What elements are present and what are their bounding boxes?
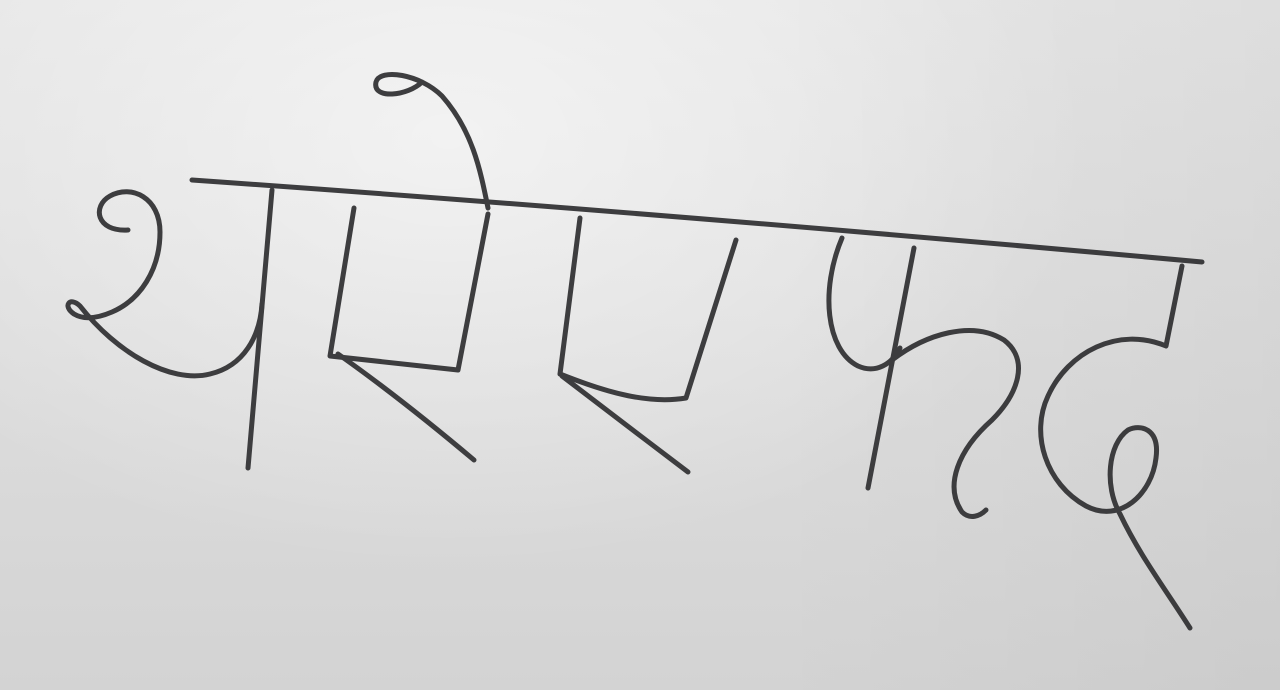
- glyph-5-stem: [1041, 266, 1190, 628]
- glyph-1-curl: [68, 192, 262, 376]
- glyph-4-curl: [892, 331, 1019, 517]
- glyph-2-body: [330, 208, 488, 370]
- headline-stroke: [192, 180, 1202, 262]
- vowel-sign-loop: [376, 74, 488, 208]
- glyph-3-tail: [562, 376, 688, 472]
- glyph-3-body: [560, 218, 736, 400]
- glyph-1-stem: [248, 190, 272, 468]
- glyph-4-bowl: [829, 238, 900, 369]
